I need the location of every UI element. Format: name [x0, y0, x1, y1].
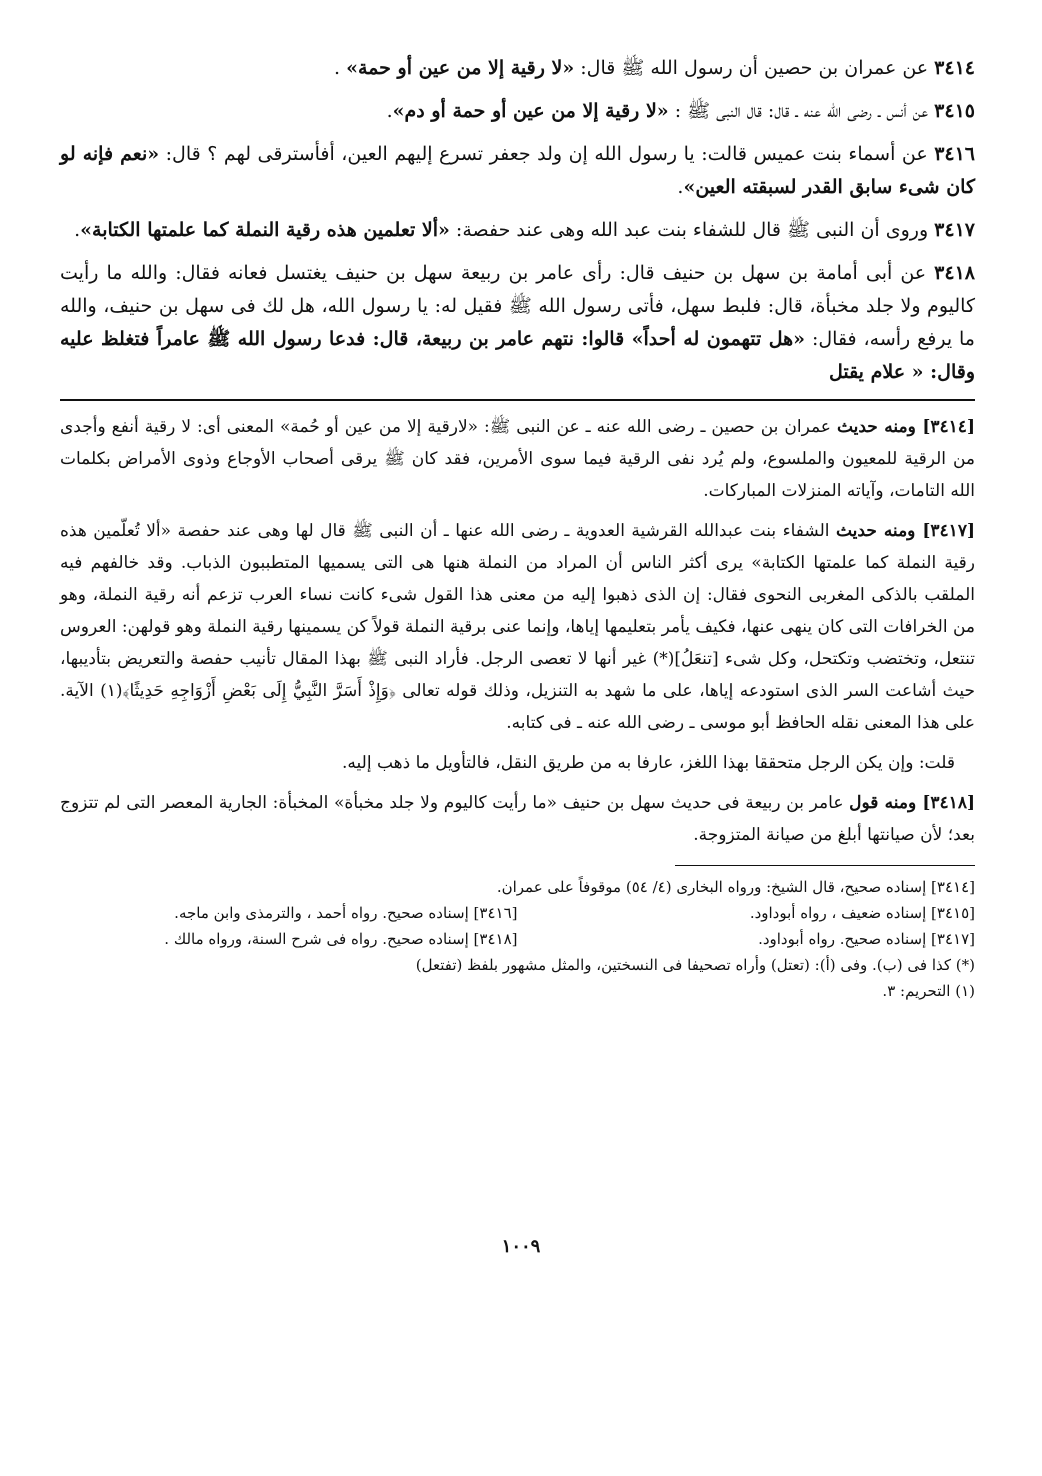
hadith-3414 — [60, 52, 975, 85]
commentary-ref: [٣٤١٧] — [922, 521, 975, 541]
commentary-ref: [٣٤١٤] — [922, 417, 975, 437]
hadith-number: ٣٤١٥ — [934, 100, 975, 122]
footnote-3418: [٣٤١٨] إسناده صحيح. رواه فى شرح السنة، ورواه مالك . — [164, 930, 518, 948]
hadith-3417 — [60, 214, 975, 247]
footnotes — [60, 874, 975, 1004]
commentary-note — [60, 747, 975, 779]
commentary-text: الشفاء بنت عبدالله القرشية العدوية ـ رضى الله عنها ـ أن النبى ﷺ قال لها وهى عند حفصة «ألا تُعلّمين هذه رقية النملة كما علمتها الكتابة» يرى أكثر الناس أن المراد من النملة هنها هى التى يسميها المتطببون الذباب. وقد خالفهم فيه الملقب بالذكى المغربى النحوى فقال: إن الذى ذهبوا إليه من معنى هذا القول شىء كانت نساء العرب تزعم أنه رقية النملة، وهو من الخرافات التى كان ينهى عنها، فكيف يأمر بتعليمها إياها، وإنما عنى برقية النملة قولاً كن يسمينها رقية النملة وهو قولهن: العروس تنتعل، وتختضب وتكتحل، وكل شىء [تنعَلُ](*) غير أنها لا تعصى الرجل. فأراد النبى ﷺ بهذا المقال تأنيب حفصة والتعريض بتأديبها، حيث أشاعت السر الذى استودعه إياها، على ما شهد به التنزيل، وذلك قوله تعالى ﴿وَإِذْ أَسَرَّ النَّبِيُّ إِلَى بَعْضِ أَزْوَاجِهِ حَدِيثًا﴾(١) الآية. على هذا المعنى نقله الحافظ أبو موسى ـ رضى الله عنه ـ فى كتابه. — [59, 521, 975, 733]
hadith-number: ٣٤١٤ — [934, 57, 975, 79]
footnote-3414: [٣٤١٤] إسناده صحيح، قال الشيخ: ورواه البخارى (٤/ ٥٤) موقوفاً على عمران. — [496, 878, 975, 896]
hadith-number: ٣٤١٧ — [934, 219, 975, 241]
footnote-3417: [٣٤١٧] إسناده صحيح. رواه أبوداود. — [758, 930, 975, 948]
commentary-3417 — [60, 515, 975, 739]
hadith-quote: «نعم فإنه لو كان شىء سابق القدر لسبقته العين» — [60, 143, 975, 198]
hadith-tail: . — [677, 176, 684, 198]
hadith-tail: . — [386, 100, 393, 122]
hadith-3415 — [60, 95, 975, 128]
page-body — [60, 52, 975, 1004]
hadith-quote: «لا رقية إلا من عين أو حمة أو دم» — [392, 100, 669, 122]
page-number: ١٠٠٩ — [501, 1236, 541, 1257]
footnote-star: (*) كذا فى (ب). وفى (أ): (تعتل) وأراه تصحيفا فى النسختين، والمثل مشهور بلفظ (تفتعل) — [415, 956, 975, 974]
commentary-section — [60, 411, 975, 851]
commentary-3418 — [60, 787, 975, 851]
hadith-text: عن أنس ـ رضى الله عنه ـ قال: قال النبى ﷺ : — [668, 100, 935, 122]
footnote-row — [60, 926, 975, 952]
commentary-text: عامر بن ربيعة فى حديث سهل بن حنيف «ما رأيت كاليوم ولا جلد مخبأة» المخبأة: الجارية المعصر التى لم تتزوج بعد؛ لأن صيانتها أبلغ من صيانة المتزوجة. — [60, 793, 975, 845]
hadith-quote: «هل تتهمون له أحداً» — [631, 328, 806, 350]
footnote-row — [60, 900, 975, 926]
footnote-3415: [٣٤١٥] إسناده ضعيف ، رواه أبوداود. — [749, 904, 975, 922]
hadith-quote: «ألا تعلمين هذه رقية النملة كما علمتها الكتابة» — [80, 219, 450, 241]
commentary-lead: ومنه حديث — [836, 417, 923, 437]
hadith-section — [60, 52, 975, 389]
section-divider — [60, 399, 975, 401]
commentary-3414 — [60, 411, 975, 507]
hadith-3416 — [60, 138, 975, 204]
hadith-text: عن أبى أمامة بن سهل بن حنيف قال: رأى عامر بن ربيعة سهل بن حنيف يغتسل فعانه فقال: والله ما رأيت كاليوم ولا جلد مخبأة، قال: فلبط سهل، فأتى رسول الله ﷺ فقيل له: يا رسول الله، هل لك فى سهل بن حنيف، والله ما يرفع رأسه، فقال: — [60, 262, 975, 350]
hadith-text: وروى أن النبى ﷺ قال للشفاء بنت عبد الله وهى عند حفصة: — [449, 219, 935, 241]
footnote-one: (١) التحريم: ٣. — [882, 982, 975, 1000]
hadith-number: ٣٤١٨ — [934, 262, 975, 284]
commentary-text: عمران بن حصين ـ رضى الله عنه ـ عن النبى ﷺ: «لارقية إلا من عين أو حُمة» المعنى أى: لا رقية أنفع وأجدى من الرقية للمعيون والملسوع، ولم يُرد نفى الرقية فيما سوى الأمرين، فقد كان ﷺ يرقى أصحاب الأوجاع وذوى الأمراض بكلمات الله التامات، وآياته المنزلات المباركات. — [60, 417, 975, 501]
commentary-text: قلت: وإن يكن الرجل متحققا بهذا اللغز، عارفا به من طريق النقل، فالتأويل ما ذهب إليه. — [342, 753, 955, 773]
footnote-3416: [٣٤١٦] إسناده صحيح. رواه أحمد ، والترمذى وابن ماجه. — [174, 904, 518, 922]
hadith-text: عن عمران بن حصين أن رسول الله ﷺ قال: — [574, 57, 935, 79]
hadith-number: ٣٤١٦ — [934, 143, 976, 165]
footnote-divider — [675, 865, 975, 866]
hadith-tail: . — [74, 219, 81, 241]
hadith-quote: «لا رقية إلا من عين أو حمة» — [346, 57, 575, 79]
hadith-text: عن أسماء بنت عميس قالت: يا رسول الله إن ولد جعفر تسرع إليهم العين، أفأسترقى لهم ؟ قال: — [159, 143, 935, 165]
commentary-lead: ومنه حديث — [835, 521, 923, 541]
hadith-tail: . — [334, 57, 347, 79]
commentary-lead: ومنه قول — [849, 793, 923, 813]
hadith-tail: قالوا: نتهم عامر بن ربيعة، قال: فدعا رسول الله ﷺ عامراً فتغلظ عليه وقال: « علام يقتل — [60, 328, 975, 383]
hadith-3418 — [60, 257, 975, 389]
commentary-ref: [٣٤١٨] — [922, 793, 975, 813]
